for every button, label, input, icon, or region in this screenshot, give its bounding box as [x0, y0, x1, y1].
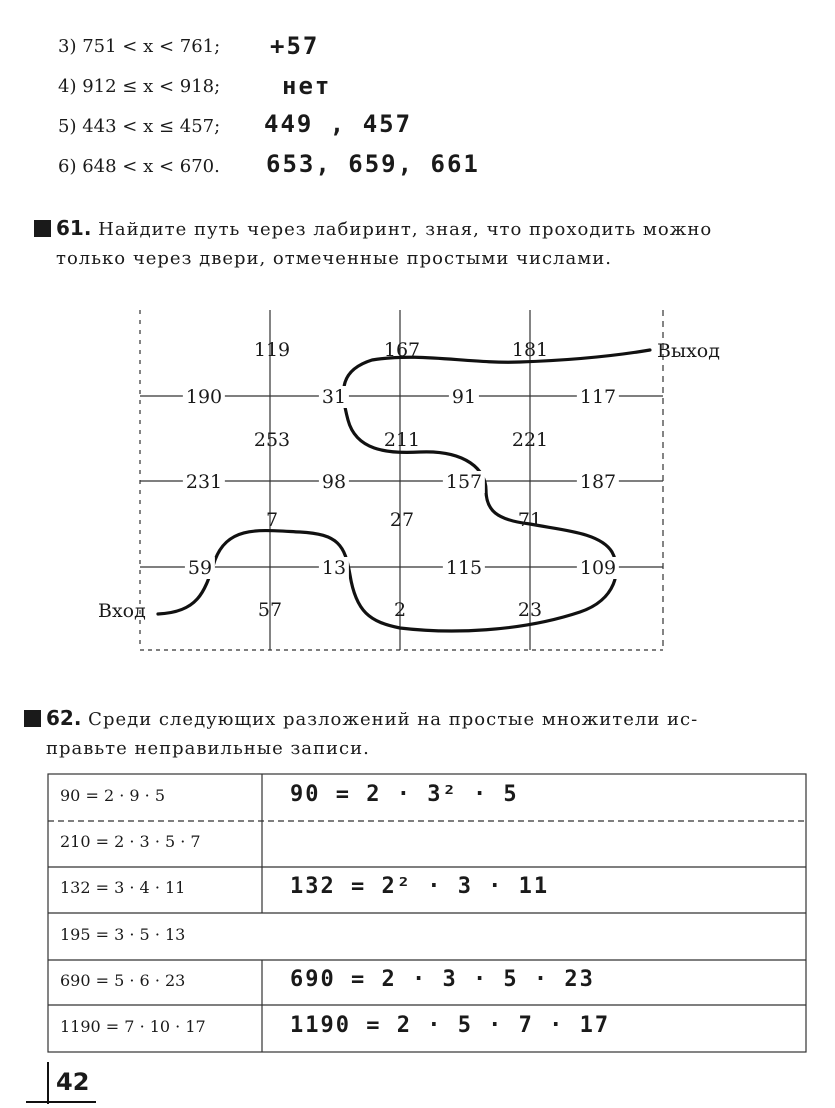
table-row-3-expression: 132 = 3 · 4 · 11: [60, 878, 186, 897]
maze-number-57: 57: [257, 599, 283, 621]
table-row-5-expression: 690 = 5 · 6 · 23: [60, 971, 186, 990]
maze-number-115: 115: [443, 557, 485, 579]
maze-number-253: 253: [253, 429, 291, 451]
table-row-1-answer: 90 = 2 · 3² · 5: [290, 782, 519, 807]
inequality-3: 3) 751 < x < 761;: [58, 36, 221, 57]
table-row-6-answer: 1190 = 2 · 5 · 7 · 17: [290, 1013, 611, 1038]
maze-number-181: 181: [511, 339, 549, 361]
task-61-number: 61.: [56, 216, 92, 240]
maze-number-231: 231: [183, 471, 225, 493]
maze-number-7: 7: [265, 509, 279, 531]
inequality-4: 4) 912 ≤ x < 918;: [58, 76, 221, 97]
answer-3: +57: [270, 32, 320, 60]
maze-number-221: 221: [511, 429, 549, 451]
maze-exit-label: Выход: [657, 340, 720, 362]
task-62-line1: Среди следующих разложений на простые множители ис-: [88, 709, 699, 730]
table-row-2-expression: 210 = 2 · 3 · 5 · 7: [60, 832, 201, 851]
answer-4: нет: [282, 72, 332, 100]
maze-number-187: 187: [577, 471, 619, 493]
maze-number-23: 23: [517, 599, 543, 621]
table-row-3-answer: 132 = 2² · 3 · 11: [290, 874, 550, 899]
maze-number-31: 31: [319, 386, 349, 408]
maze-number-13: 13: [319, 557, 349, 579]
task-62-line2: правьте неправильные записи.: [46, 738, 370, 759]
maze-number-211: 211: [383, 429, 421, 451]
maze-entry-label: Вход: [98, 600, 146, 622]
task-61-line1: Найдите путь через лабиринт, зная, что проходить можно: [98, 219, 713, 240]
maze-number-109: 109: [577, 557, 619, 579]
maze-number-167: 167: [383, 339, 421, 361]
maze-number-71: 71: [517, 509, 543, 531]
table-row-4-expression: 195 = 3 · 5 · 13: [60, 925, 186, 944]
maze-number-98: 98: [319, 471, 349, 493]
maze-number-119: 119: [253, 339, 291, 361]
maze-number-157: 157: [443, 471, 485, 493]
maze-number-2: 2: [393, 599, 407, 621]
maze-number-190: 190: [183, 386, 225, 408]
table-row-5-answer: 690 = 2 · 3 · 5 · 23: [290, 967, 595, 992]
answer-5: 449 , 457: [264, 110, 413, 138]
table-row-6-expression: 1190 = 7 · 10 · 17: [60, 1017, 206, 1036]
page-number: 42: [56, 1068, 90, 1096]
maze-number-59: 59: [185, 557, 215, 579]
maze-number-91: 91: [449, 386, 479, 408]
maze-number-27: 27: [389, 509, 415, 531]
task-61-line2: только через двери, отмеченные простыми числами.: [56, 248, 612, 269]
maze-number-117: 117: [577, 386, 619, 408]
inequality-5: 5) 443 < x ≤ 457;: [58, 116, 221, 137]
answer-6: 653, 659, 661: [266, 150, 480, 178]
table-row-1-expression: 90 = 2 · 9 · 5: [60, 786, 165, 805]
inequality-6: 6) 648 < x < 670.: [58, 156, 220, 177]
task-62-number: 62.: [46, 706, 82, 730]
